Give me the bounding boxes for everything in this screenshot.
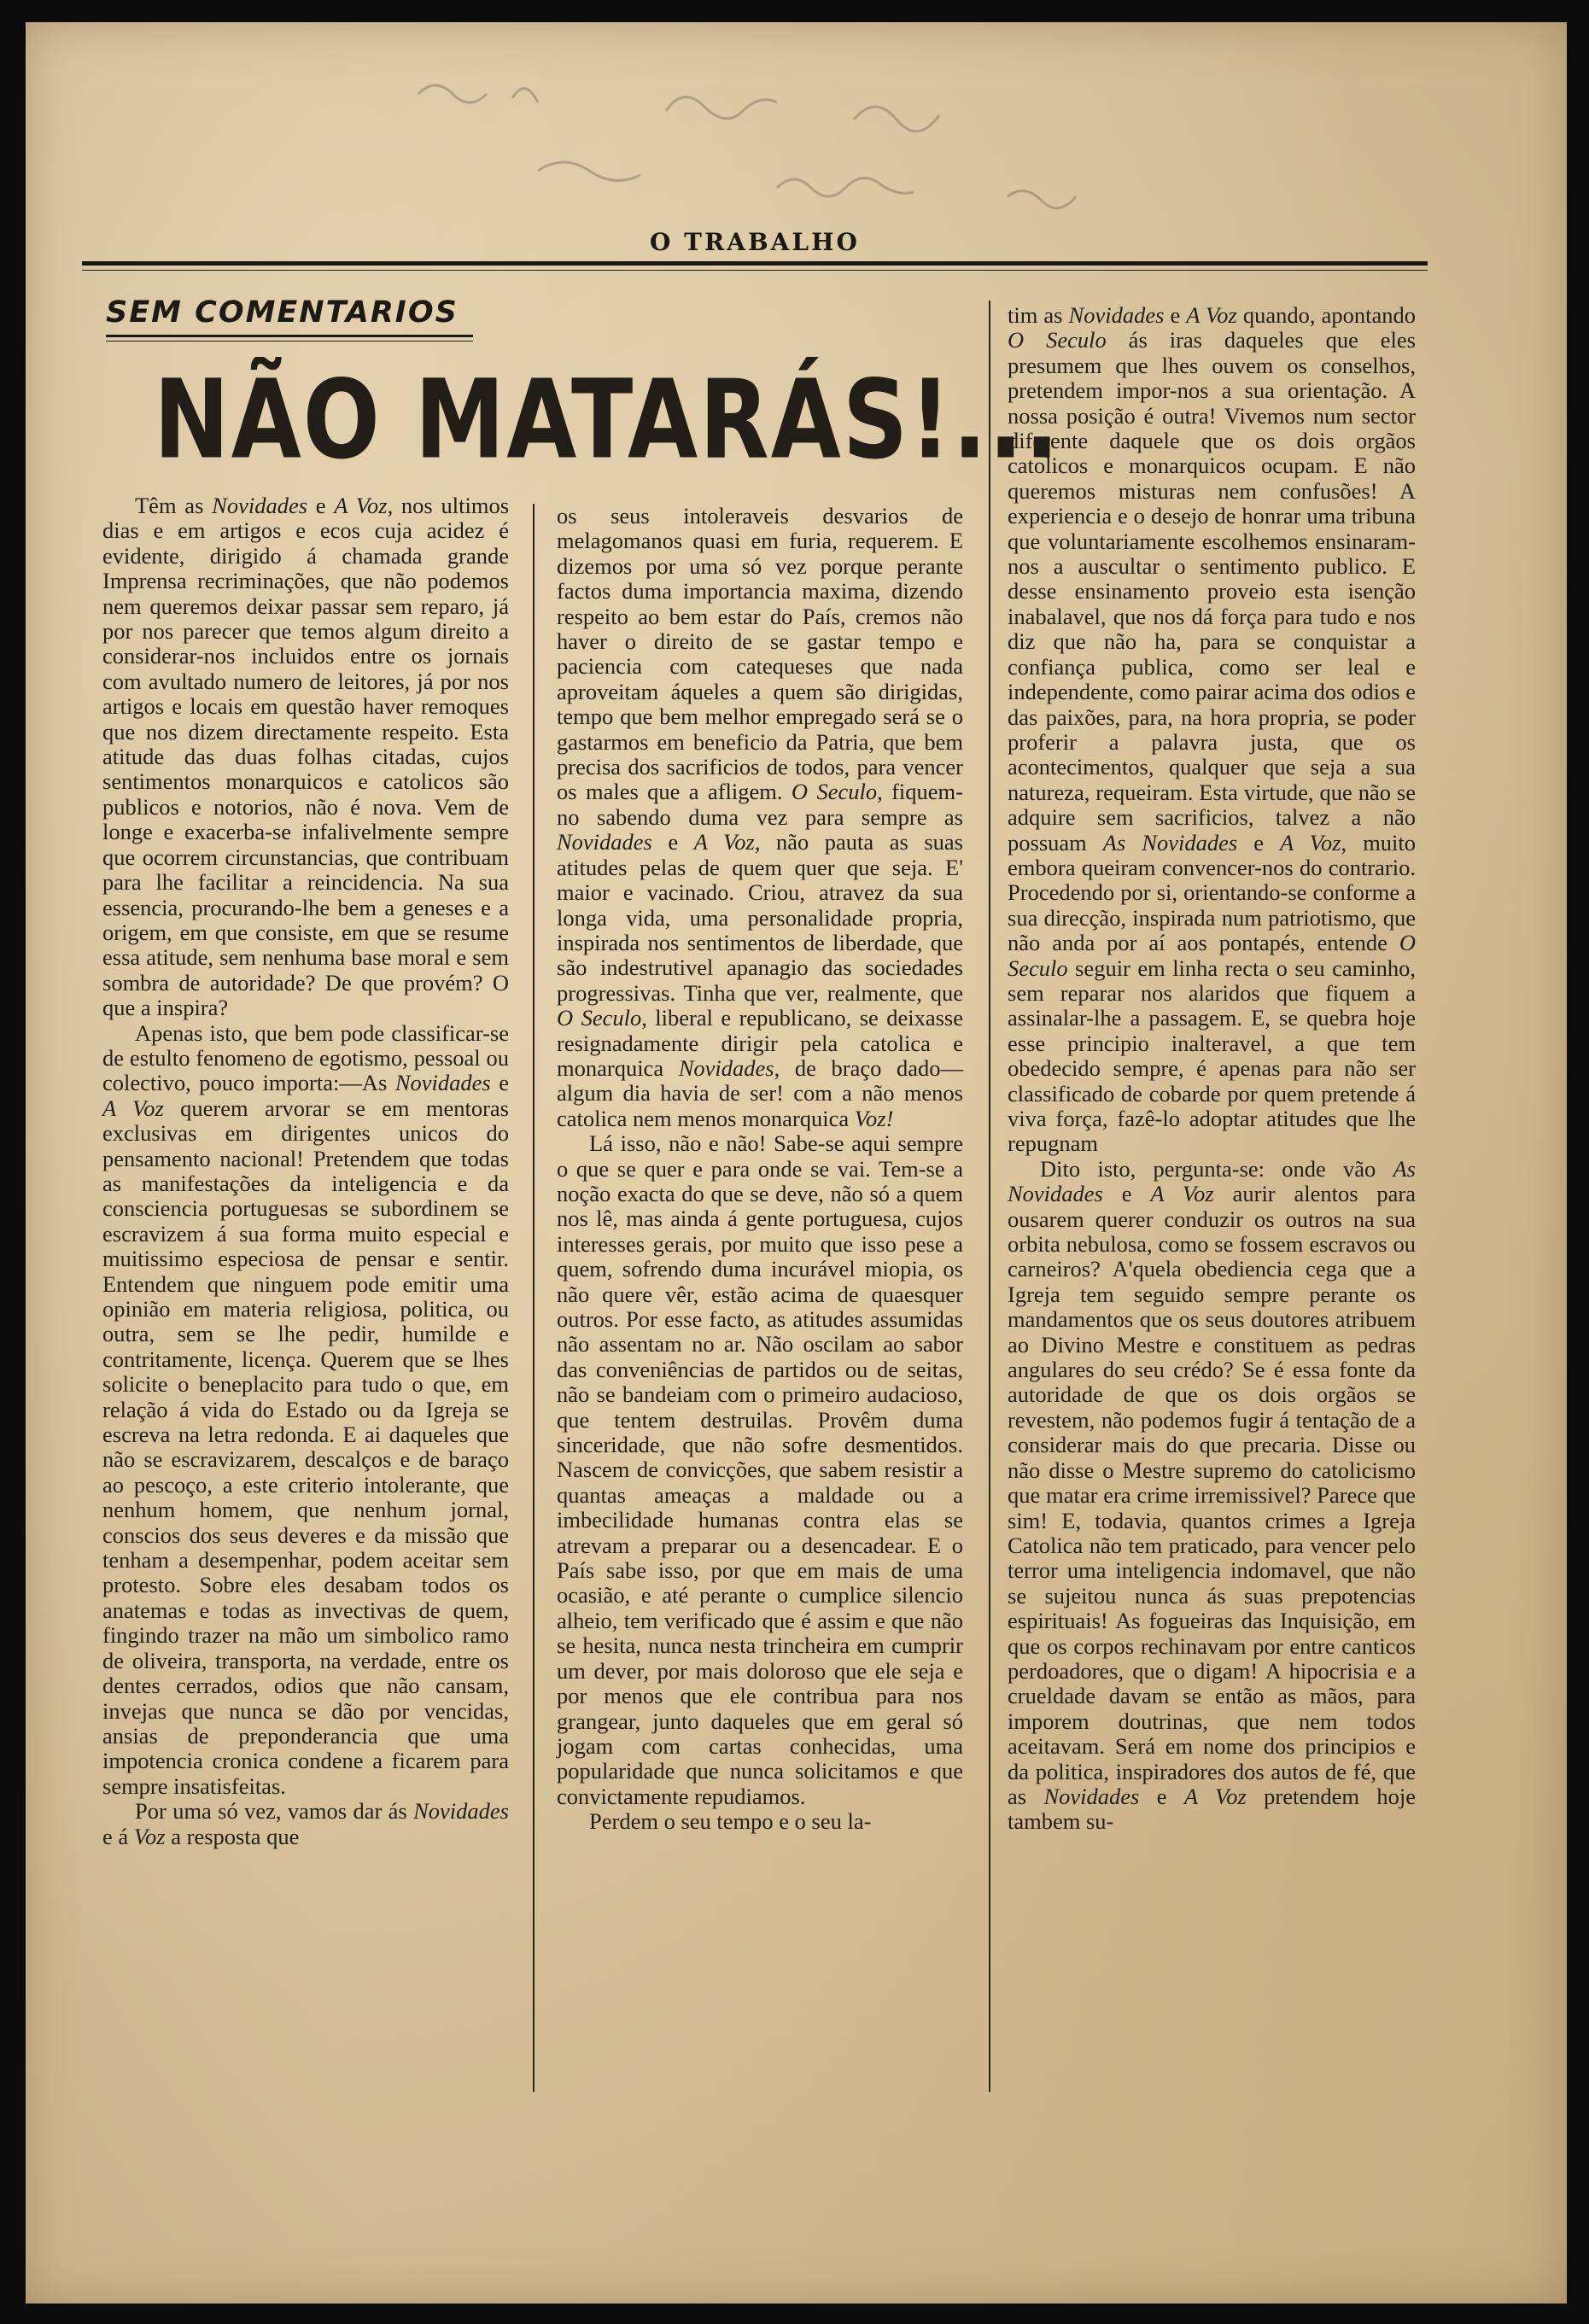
- paragraph: Perdem o seu tempo e o seu la-: [589, 1808, 872, 1835]
- headline: NÃO MATARÁS!...: [154, 357, 1061, 483]
- article-column-1: [102, 493, 509, 1849]
- masthead-rule-thin: [82, 270, 1428, 271]
- masthead-rule: [82, 261, 1428, 266]
- article-column-3: [1008, 303, 1416, 1835]
- section-title: SEM COMENTARIOS: [106, 295, 459, 330]
- paragraph: Dito isto, pergunta-se: onde vão As Novidades e A Voz aurir alentos para ousarem querer conduzir os outros na sua orbita nebulosa, como se fossem escravos ou carneiros? A'quela obediencia cega que a Igreja tem seguido sempre perante os mandamentos que os seus doutores atribuem ao Divino Mestre e constituem as pedras angulares do seu crédo? Se é essa fonte da autoridade de que os dois orgãos se revestem, não podemos fugir á tentação de a considerar mais do que precaria. Disse ou não disse o Mestre supremo do catolicismo que matar era crime irremissivel? Parece que sim! E, todavia, quantos crimes a Igreja Catolica não tem praticado, para vencer pelo terror uma inteligencia indomavel, que não se sujeitou nunca ás suas prepotencias espirituais! As fogueiras das Inquisição, em que os corpos rechinavam por entre canticos perdoadores, que o digam! A hipocrisia e a crueldade davam se então as mãos, para imporem doutrinas, que nem todos aceitavam. Será em nome dos principios e da politica, inspiradores dos autos de fé, que as Novidades e A Voz pretendem hoje tambem su-: [1008, 1155, 1417, 1835]
- column-divider-1: [533, 504, 535, 2092]
- section-rule: [106, 335, 473, 337]
- paragraph: tim as Novidades e A Voz quando, apontando O Seculo ás iras daqueles que eles presumem que lhes ouvem os conselhos, pretendem impor-nos a sua orientação. A nossa posição é outra! Vivemos num sector diferente daquele que os dois orgãos catolicos e monarquicos ocupam. E não queremos misturas nem confusões! A experiencia e o desejo de honrar uma tribuna que voluntariamente escolhemos ensinaram-nos a auscultar o sentimento publico. E desse ensinamento proveio esta isenção inabalavel, que nos dá força para tudo e nos diz que não ha, para se conquistar a confiança publica, como ser leal e independente, como pairar acima dos odios e das paixões, para, na hora propria, se poder proferir a palavra justa, que os acontecimentos, qualquer que seja a sua natureza, requeiram. Esta virtude, que não se adquire sem sacrificios, talvez a não possuam As Novidades e A Voz, muito embora queiram convencer-nos do contrario. Procedendo por si, orientando-se conforme a sua direcção, inspirada num patriotismo, que não anda por aí aos pontapés, entende O Seculo seguir em linha recta o seu caminho, sem reparar nos alaridos que fiquem a assinalar-lhe a passagem. E, se quebra hoje esse principio inalteravel, a que tem obedecido sempre, é apenas para não ser classificado de cobarde por quem pretende á viva força, fazê-lo adoptar atitudes que lhe repugnam: [1008, 302, 1417, 1157]
- column-divider-2: [989, 301, 990, 2092]
- handwritten-annotation: [410, 60, 1110, 222]
- paragraph: Apenas isto, que bem pode classificar-se de estulto fenomeno de egotismo, pessoal ou colectivo, pouco importa:—As Novidades e A Voz querem arvorar se em mentoras exclusivas em dirigentes unicos do pensamento nacional! Pretendem que todas as manifestações da inteligencia e da consciencia portuguesas se subordinem se escravizem á sua forma muito especial e muitissimo especiosa de pensar e sentir. Entendem que ninguem pode emitir uma opinião em materia religiosa, politica, ou outra, sem se lhe pedir, humilde e contritamente, licença. Querem que se lhes solicite o beneplacito para tudo o que, em relação á vida do Estado ou da Igreja se escreva na letra redonda. E ai daqueles que não se escravizarem, descalços e de baraço ao pescoço, a este criterio intolerante, que nenhum homem, que nenhum jornal, conscios dos seus deveres e da missão que tenham a desempenhar, podem aceitar sem protesto. Sobre eles desabam todos os anatemas e todas as invectivas de quem, fingindo trazer na mão um simbolico ramo de oliveira, transporta, na verdade, entre os dentes cerrados, odios que não cansam, invejas que nunca se dão por vencidas, ansias de preponderancia que uma impotencia cronica condene a ficarem para sempre insatisfeitas.: [102, 1019, 510, 1799]
- masthead: O TRABALHO: [650, 228, 860, 256]
- article-column-2: [557, 504, 963, 1835]
- section-rule-thin: [106, 341, 473, 342]
- paragraph: Por uma só vez, vamos dar ás Novidades e á Voz a resposta que: [102, 1798, 509, 1849]
- paragraph: Lá isso, não e não! Sabe-se aqui sempre o que se quer e para onde se vai. Tem-se a noção exacta do que se deve, não só a quem nos lê, mas ainda á gente portuguesa, cujos interesses gerais, por muito que isso pese a quem, sofrendo duma incurável miopia, os não quere vêr, estão acima de quaesquer outros. Por esse facto, as atitudes assumidas não assentam no ar. Não oscilam ao sabor das conveniências de partidos ou de seitas, não se bandeiam com o primeiro audacioso, que tentem destruilas. Provêm duma sinceridade, que não sofre desmentidos. Nascem de convicções, que sabem resistir a quantas ameaças a maldade ou a imbecilidade humanas contra elas se atrevam a preparar ou a desencadear. E o País sabe isso, por que em mais de uma ocasião, e até perante o cumplice silencio alheio, tem verificado que é assim e que não se hesita, nunca nesta trincheira em cumprir um dever, por mais doloroso que ele seja e por menos que ele contribua para nos grangear, junto daqueles que em geral só jogam com cartas conhecidas, uma popularidade que nunca solicitamos e que convictamente repudiamos.: [557, 1130, 963, 1809]
- paragraph: Têm as Novidades e A Voz, nos ultimos dias e em artigos e ecos cuja acidez é evidente, dirigido á chamada grande Imprensa recriminações, que não podemos nem queremos deixar passar sem reparo, já por nos parecer que temos algum direito a considerar-nos incluidos entre os jornais com avultado numero de leitores, já por nos artigos e locais em questão haver remoques que nos dizem directamente respeito. Esta atitude das duas folhas citadas, cujos sentimentos monarquicos e catolicos são publicos e notorios, não é nova. Vem de longe e exacerba-se infalivelmente sempre que ocorrem circunstancias, que contribuam para lhe facilitar a reincidencia. Na sua essencia, procurando-lhe bem a geneses e a origem, em que consiste, em que se resume essa atitude, sem nenhuma base moral e sem sombra de autoridade? De que provém? O que a inspira?: [102, 493, 510, 1021]
- paragraph: os seus intoleraveis desvarios de melagomanos quasi em furia, requerem. E dizemos por uma só vez porque perante factos duma importancia maxima, dizendo respeito ao bem estar do País, cremos não haver o direito de se gastar tempo e paciencia com catequeses que nada aproveitam áqueles a quem são dirigidas, tempo que bem melhor empregado será se o gastarmos em beneficio da Patria, que bem precisa dos sacrificios de todos, para vencer os males que a afligem. O Seculo, fiquem-no sabendo duma vez para sempre as Novidades e A Voz, não pauta as suas atitudes pelas de quem quer que seja. E' maior e vacinado. Criou, atravez da sua longa vida, uma personalidade propria, inspirada nos sentimentos de liberdade, que são indestrutivel apanagio das sociedades progressivas. Tinha que ver, realmente, que O Seculo, liberal e republicano, se deixasse resignadamente dirigir pela catolica e monarquica Novidades, de braço dado—algum dia havia de ser! com a não menos catolica nem menos monarquica Voz!: [557, 503, 963, 1131]
